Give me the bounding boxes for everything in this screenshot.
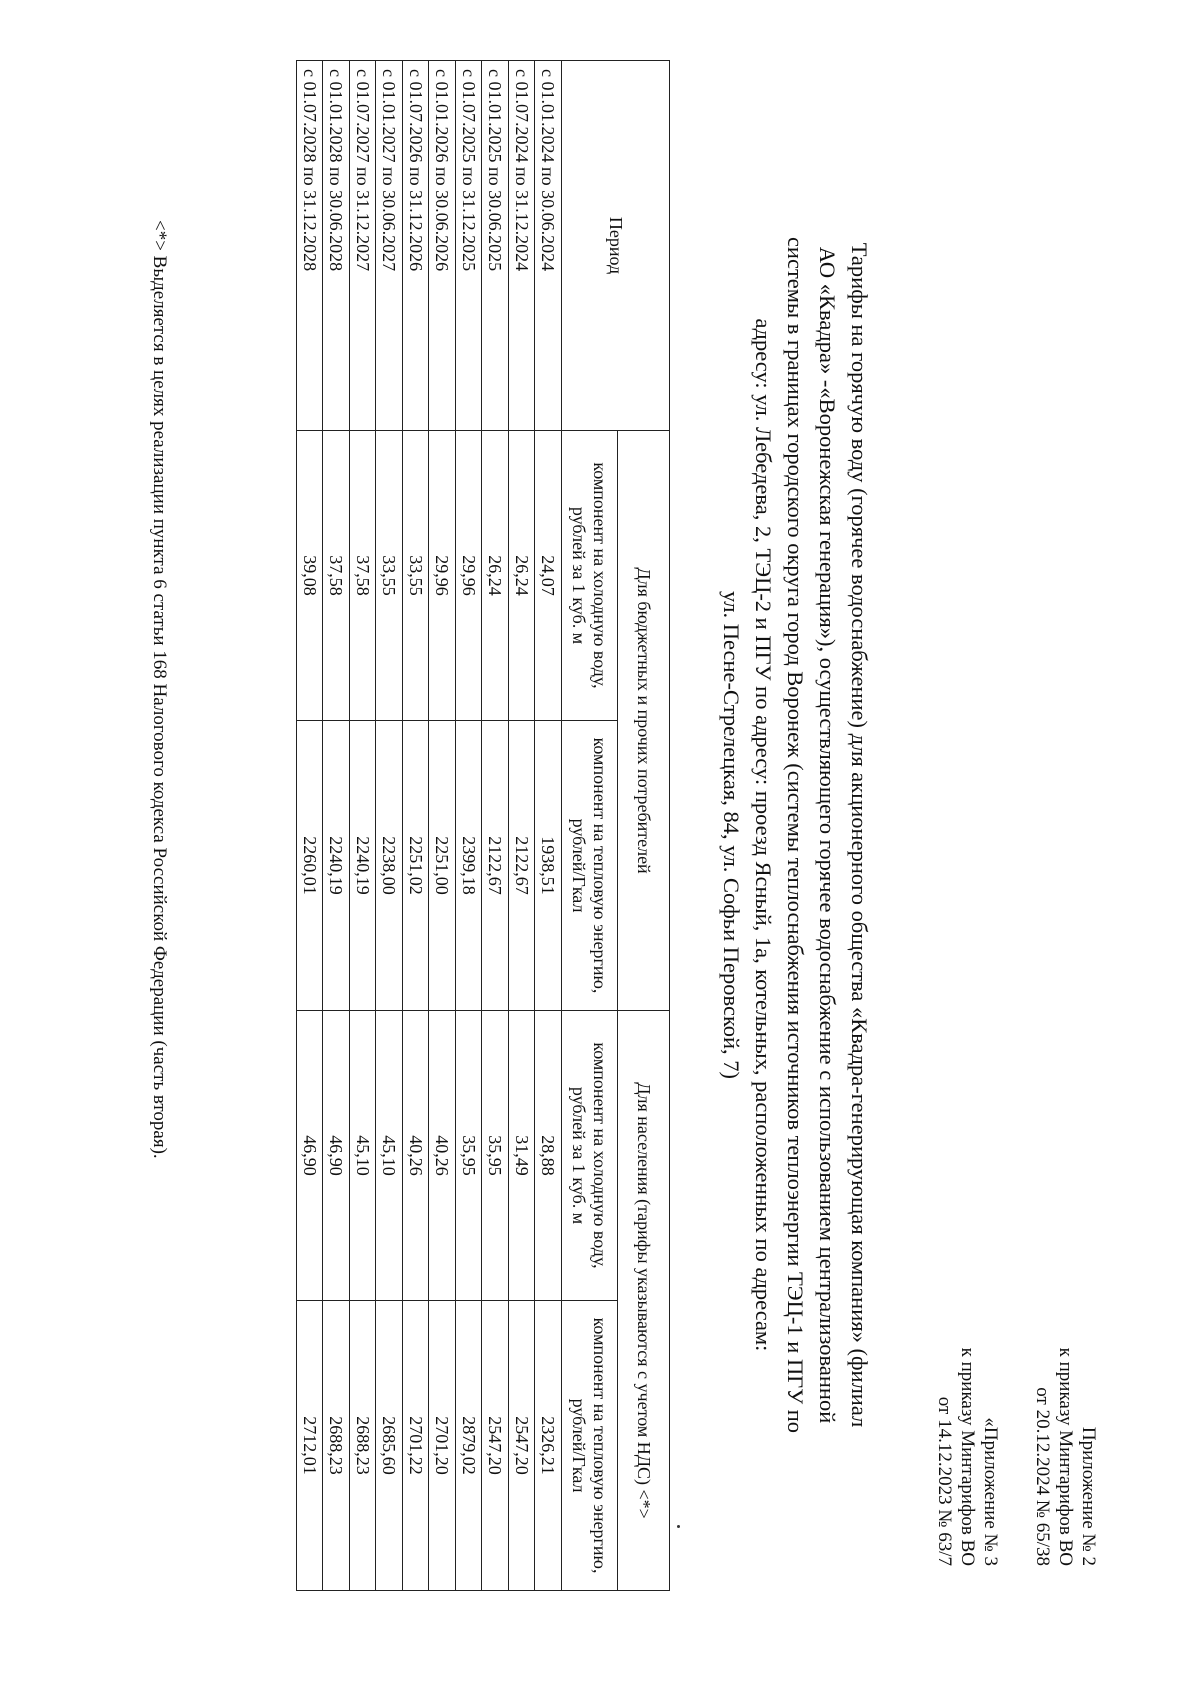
cell-period: с 01.07.2025 по 31.12.2025	[456, 61, 483, 431]
cell-population-cold: 31,49	[509, 1011, 536, 1301]
table-row	[403, 61, 430, 1591]
title-line: адресу: ул. Лебедева, 2, ТЭЦ-2 и ПГУ по адресу: проезд Ясный, 1а, котельных, расположенных по адресам:	[751, 318, 776, 1352]
cell-population-heat: 2547,20	[482, 1301, 509, 1591]
title-line: Тарифы на горячую воду (горячее водоснабжение) для акционерного общества «Квадра-генерирующая компания» (филиал	[847, 242, 872, 1428]
cell-population-cold: 46,90	[323, 1011, 350, 1301]
table-row	[509, 61, 536, 1591]
header-population-heat-energy: компонент на тепловую энергию, рублей/Гкал	[562, 1301, 618, 1591]
table-row	[429, 61, 456, 1591]
cell-population-cold: 46,90	[297, 1011, 324, 1301]
title-line: АО «Квадра» -«Воронежская генерация»), осуществляющего горячее водоснабжение с использованием централизованной	[815, 246, 840, 1424]
cell-population-cold: 35,95	[482, 1011, 509, 1301]
header-budget-heat-energy: компонент на тепловую энергию, рублей/Гкал	[562, 721, 618, 1011]
cell-population-heat: 2701,20	[429, 1301, 456, 1591]
cell-population-heat: 2879,02	[456, 1301, 483, 1591]
cell-budget-cold: 39,08	[297, 431, 324, 721]
cell-population-cold: 45,10	[350, 1011, 377, 1301]
cell-budget-cold: 37,58	[323, 431, 350, 721]
cell-budget-heat: 2399,18	[456, 721, 483, 1011]
cell-budget-cold: 26,24	[482, 431, 509, 721]
table-row	[350, 61, 377, 1591]
cell-population-cold: 40,26	[429, 1011, 456, 1301]
cell-budget-cold: 33,55	[403, 431, 430, 721]
cell-budget-heat: 2122,67	[482, 721, 509, 1011]
cell-period: с 01.01.2028 по 30.06.2028	[323, 61, 350, 431]
header-population-cold-water: компонент на холодную воду, рублей за 1 куб. м	[562, 1011, 618, 1301]
table-row	[535, 61, 562, 1591]
appendix-number: «Приложение № 3	[980, 1417, 1001, 1566]
table-row	[323, 61, 350, 1591]
header-period: Период	[562, 61, 670, 431]
cell-population-heat: 2688,23	[323, 1301, 350, 1591]
appendix-reference-previous	[933, 1348, 1002, 1566]
cell-budget-heat: 2251,02	[403, 721, 430, 1011]
title-line: ул. Песне-Стрелецкая, 84, ул. Софьи Перовской, 7)	[719, 590, 744, 1080]
cell-budget-heat: 2240,19	[323, 721, 350, 1011]
cell-population-cold: 45,10	[376, 1011, 403, 1301]
cell-population-heat: 2547,20	[509, 1301, 536, 1591]
cell-population-cold: 28,88	[535, 1011, 562, 1301]
appendix-number: Приложение № 2	[1078, 1426, 1099, 1566]
cell-population-heat: 2688,23	[350, 1301, 377, 1591]
header-budget-cold-water: компонент на холодную воду, рублей за 1 куб. м	[562, 431, 618, 721]
cell-population-heat: 2685,60	[376, 1301, 403, 1591]
cell-population-heat: 2326,21	[535, 1301, 562, 1591]
appendix-order-ref: к приказу Минтарифов ВО	[1055, 1347, 1076, 1566]
cell-budget-heat: 2260,01	[297, 721, 324, 1011]
cell-period: с 01.01.2027 по 30.06.2027	[376, 61, 403, 431]
table-row	[376, 61, 403, 1591]
cell-budget-cold: 24,07	[535, 431, 562, 721]
cell-population-heat: 2712,01	[297, 1301, 324, 1591]
appendix-order-ref: к приказу Минтарифов ВО	[957, 1347, 978, 1566]
cell-budget-cold: 29,96	[429, 431, 456, 721]
title-line: системы в границах городского округа город Воронеж (системы теплоснабжения источников теплоэнергии ТЭЦ-1 и ПГУ по	[783, 236, 808, 1434]
cell-population-cold: 40,26	[403, 1011, 430, 1301]
cell-budget-cold: 26,24	[509, 431, 536, 721]
cell-period: с 01.01.2024 по 30.06.2024	[535, 61, 562, 431]
cell-population-cold: 35,95	[456, 1011, 483, 1301]
cell-budget-heat: 1938,51	[535, 721, 562, 1011]
cell-period: с 01.07.2024 по 31.12.2024	[509, 61, 536, 431]
cell-budget-cold: 37,58	[350, 431, 377, 721]
cell-budget-heat: 2251,00	[429, 721, 456, 1011]
header-group-population: Для населения (тарифы указываются с учетом НДС) <*>	[618, 1011, 670, 1591]
header-group-budget: Для бюджетных и прочих потребителей	[618, 431, 670, 1011]
appendix-order-date: от 14.12.2023 № 63/7	[934, 1396, 955, 1566]
appendix-reference-current	[1031, 1348, 1100, 1566]
tariff-table	[296, 60, 670, 1591]
cell-period: с 01.07.2027 по 31.12.2027	[350, 61, 377, 431]
cell-period: с 01.01.2026 по 30.06.2026	[429, 61, 456, 431]
cell-budget-heat: 2122,67	[509, 721, 536, 1011]
cell-period: с 01.01.2025 по 30.06.2025	[482, 61, 509, 431]
cell-budget-cold: 33,55	[376, 431, 403, 721]
cell-period: с 01.07.2028 по 31.12.2028	[297, 61, 324, 431]
scan-speck	[677, 1525, 680, 1528]
appendix-order-date: от 20.12.2024 № 65/38	[1032, 1387, 1053, 1566]
cell-budget-heat: 2238,00	[376, 721, 403, 1011]
table-row	[456, 61, 483, 1591]
table-row	[297, 61, 324, 1591]
cell-budget-heat: 2240,19	[350, 721, 377, 1011]
cell-budget-cold: 29,96	[456, 431, 483, 721]
footnote: <*> Выделяется в целях реализации пункта 6 статьи 168 Налогового кодекса Российской Федерации (часть вторая).	[149, 220, 170, 1159]
cell-population-heat: 2701,22	[403, 1301, 430, 1591]
table-row	[482, 61, 509, 1591]
cell-period: с 01.07.2026 по 31.12.2026	[403, 61, 430, 431]
document-title	[715, 80, 875, 1590]
